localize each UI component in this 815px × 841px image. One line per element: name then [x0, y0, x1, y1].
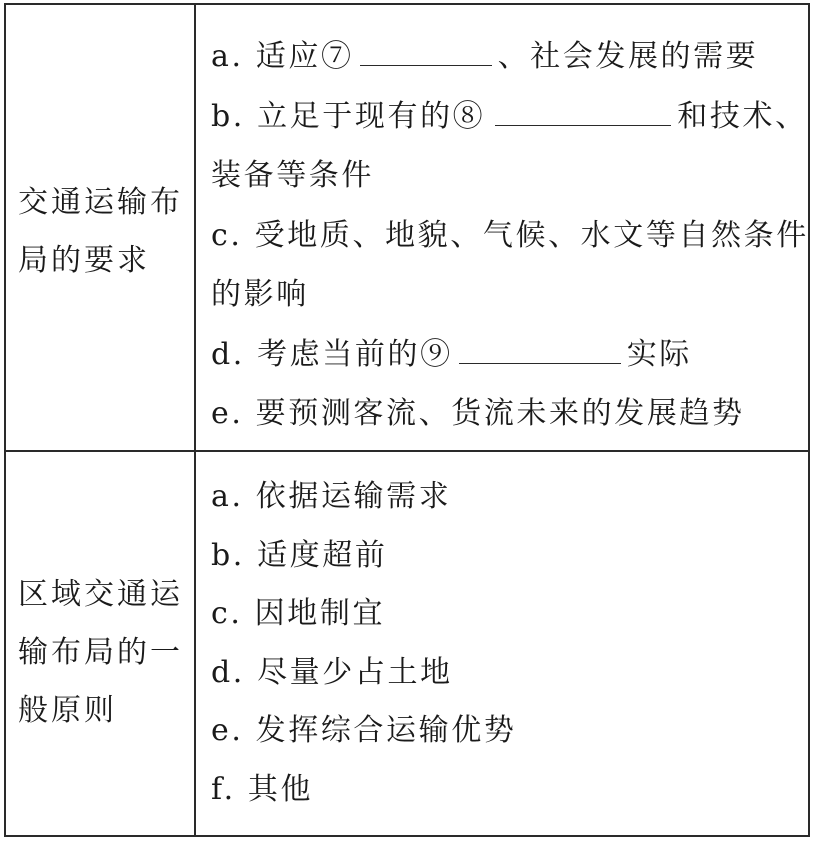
list-item-continuation: 装备等条件 — [211, 158, 374, 193]
list-item: e. 要预测客流、货流未来的发展趋势 — [211, 396, 745, 431]
items-cell — [196, 5, 808, 450]
fill-blank-9[interactable] — [459, 341, 621, 364]
list-item: c. 因地制宜 — [211, 596, 386, 631]
list-item — [211, 27, 804, 87]
category-label-line: 输布局的一 — [18, 635, 183, 670]
category-label — [18, 566, 193, 740]
category-label-line: 交通运输布 — [18, 185, 183, 220]
category-label-line: 局的要求 — [18, 243, 150, 278]
category-label — [18, 174, 193, 290]
table-row-principles — [6, 452, 808, 835]
fill-blank-7[interactable] — [360, 43, 492, 66]
list-item: d. 尽量少占土地 — [211, 654, 453, 690]
item-text: b. 立足于现有的⑧ — [211, 98, 486, 134]
item-text: 和技术、 — [677, 98, 808, 134]
list-item-continuation: 的影响 — [211, 277, 309, 312]
list-item: f. 其他 — [211, 771, 314, 807]
table-row-requirements — [6, 5, 808, 452]
category-label-line: 般原则 — [18, 693, 117, 728]
item-text: 实际 — [626, 336, 692, 372]
requirement-list — [211, 27, 809, 444]
list-item: e. 发挥综合运输优势 — [211, 713, 517, 748]
category-cell — [6, 5, 196, 450]
list-item — [211, 325, 804, 385]
principle-list — [211, 468, 804, 819]
list-item — [211, 87, 808, 147]
principles-table — [4, 3, 810, 837]
list-item: a. 依据运输需求 — [211, 479, 452, 514]
item-text: d. 考虑当前的⑨ — [211, 336, 453, 372]
category-cell — [6, 452, 196, 835]
list-item: c. 受地质、地貌、气候、水文等自然条件 — [211, 217, 809, 253]
items-cell — [196, 452, 808, 835]
category-label-line: 区域交通运 — [18, 577, 183, 612]
list-item: b. 适度超前 — [211, 537, 388, 573]
fill-blank-8[interactable] — [495, 103, 671, 126]
item-text: a. 适应⑦ — [211, 39, 354, 74]
item-text: 、社会发展的需要 — [497, 39, 759, 74]
